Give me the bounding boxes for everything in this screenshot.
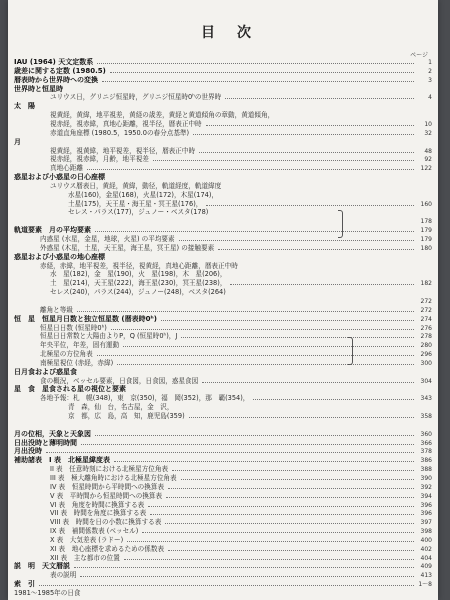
- toc-entry: [8, 324, 432, 333]
- leader-dots: [225, 98, 414, 99]
- toc-entry-title: 赤経，赤緯，地平視差，視半径，視黄経，真地心距離，暦表正中時: [40, 261, 238, 270]
- leader-dots: [39, 585, 414, 586]
- toc-entry: [8, 580, 432, 589]
- toc-entry: [8, 155, 432, 164]
- toc-entry-title: 恒星日日数 (恒星時0ʰ): [40, 323, 107, 332]
- toc-entry-page: 160: [420, 200, 432, 208]
- toc-entry-page: 404: [420, 554, 432, 562]
- toc-entry: [8, 545, 432, 554]
- toc-entry: [8, 456, 432, 465]
- toc-entry-title: 視赤経，視赤緯，真地心距離，視半径，暦表正中時: [50, 119, 202, 128]
- leader-dots: [230, 284, 414, 285]
- leader-dots: [127, 541, 414, 542]
- toc-entry: [8, 138, 432, 147]
- leader-dots: [81, 444, 414, 445]
- toc-entry: [8, 244, 432, 253]
- leader-dots: [124, 559, 414, 560]
- toc-entry-title: 水 星(182)，金 星(190)，火 星(198)，木 星(206)，: [50, 270, 227, 279]
- toc-entry: [8, 288, 432, 297]
- toc-entry: [8, 474, 432, 483]
- toc-entry: [8, 350, 432, 359]
- leader-dots: [206, 205, 414, 206]
- toc-entry: [8, 182, 432, 191]
- toc-entry-title: 1981～1985年の日食: [14, 589, 81, 597]
- toc-entry-title: 太 陽: [14, 102, 35, 111]
- toc-entry-title: IV 表 恒星時間から平時間への換算表: [50, 482, 165, 491]
- toc-entry-title: 惑星および小惑星の地心座標: [14, 252, 105, 261]
- toc-entry-title: 離角と等級: [40, 305, 73, 314]
- toc-entry: [8, 341, 432, 350]
- toc-entry: [8, 394, 432, 403]
- toc-entry: [8, 509, 432, 518]
- toc-entry-title: XII 表 主な都市の位置: [50, 553, 120, 562]
- toc-entry: [8, 332, 432, 341]
- leader-dots: [179, 240, 414, 241]
- toc-entry-page: 366: [420, 439, 432, 447]
- toc-entry-page: 180: [420, 244, 432, 252]
- toc-entry: [8, 571, 432, 580]
- leader-dots: [110, 72, 414, 73]
- toc-entry-title: 土星(175)，天王星・海王星・冥王星(176)，: [68, 199, 203, 208]
- leader-dots: [172, 470, 414, 471]
- leader-dots: [80, 576, 414, 577]
- toc-entry-title: VIII 表 時間を日の小数に換算する表: [50, 518, 162, 527]
- toc-entry-page: 272: [420, 306, 432, 314]
- toc-entry: [8, 315, 432, 324]
- toc-entry-title: 日月食および惑星食: [14, 367, 77, 376]
- toc-entry-page: 10: [424, 120, 432, 128]
- toc-entry: [8, 173, 432, 182]
- toc-entry-title: 表の説明: [50, 571, 77, 580]
- leader-dots: [181, 479, 414, 480]
- toc-entry-page: 390: [420, 474, 432, 482]
- toc-entry: [8, 439, 432, 448]
- toc-entry-page: 3: [428, 76, 432, 84]
- leader-dots: [123, 346, 414, 347]
- toc-entry: [8, 226, 432, 235]
- toc-entry-title: VI 表 角度を時間に換算する表: [50, 500, 145, 509]
- toc-entry-title: 水星(160)，金星(168)，火星(172)，木星(174)，: [68, 190, 219, 199]
- toc-entry: [8, 58, 432, 67]
- toc-entry-page: 386: [420, 457, 432, 465]
- toc-entry-page: 343: [420, 395, 432, 403]
- toc-entry-page: 400: [420, 536, 432, 544]
- leader-dots: [148, 506, 414, 507]
- toc-entry-title: 年央平位，年差，固有運動: [40, 341, 120, 350]
- toc-entry-title: 南極星視位 (赤経，赤緯): [40, 358, 114, 367]
- toc-entry-page: 413: [420, 572, 432, 580]
- toc-entry-page: 304: [420, 377, 432, 385]
- leader-dots: [189, 417, 414, 418]
- toc-entry: [8, 217, 432, 226]
- toc-entry-title: VII 表 時間を角度に換算する表: [50, 509, 147, 518]
- leader-dots: [77, 311, 414, 312]
- leader-dots: [181, 337, 414, 338]
- leader-dots: [74, 567, 414, 568]
- leader-dots: [117, 364, 414, 365]
- toc-entry-title: セレス(240)，パラス(244)，ジュノー(248)，ベスタ(264): [50, 288, 226, 297]
- toc-entry: [8, 85, 432, 94]
- leader-dots: [168, 488, 414, 489]
- toc-entry-title: ユリウス日，グリニジ恒星時，グリニジ恒星時0ʰの世界時: [50, 93, 222, 102]
- toc-entry-page: 179: [420, 236, 432, 243]
- toc-entry-page: 1: [428, 59, 432, 66]
- toc-entry-title: IX 表 補間係数表 (ベッセル): [50, 527, 139, 536]
- toc-entry: [8, 164, 432, 173]
- leader-dots: [97, 63, 414, 64]
- toc-entry-page: 358: [420, 413, 432, 420]
- toc-entry: [8, 191, 432, 200]
- toc-entry: [8, 102, 432, 111]
- toc-entry: [8, 465, 432, 474]
- toc-entry-title: 補助諸表 I 表 北極星緯度表: [14, 456, 111, 465]
- toc-entry-page: 296: [420, 351, 432, 359]
- toc-entry: [8, 385, 432, 394]
- leader-dots: [161, 320, 414, 321]
- toc-entry: [8, 120, 432, 129]
- toc-entry-page: 272: [420, 297, 432, 305]
- toc-entry-title: 青 森，仙 台，名古屋，金 沢，: [68, 403, 174, 412]
- toc-entry: [8, 200, 432, 209]
- toc-entry: [8, 430, 432, 439]
- toc-entry: [8, 589, 432, 598]
- leader-dots: [95, 435, 414, 436]
- leader-dots: [165, 523, 414, 524]
- toc-entry: [8, 501, 432, 510]
- toc-entry: [8, 536, 432, 545]
- toc-entry-title: 恒 星 恒星月日数と独立恒星数 (暦表時0ʰ): [14, 314, 157, 323]
- toc-entry: [8, 67, 432, 76]
- leader-dots: [168, 550, 414, 551]
- toc-entry-page: 278: [420, 333, 432, 341]
- toc-entry-page: 409: [420, 563, 432, 571]
- brace-heliocentric: [338, 210, 343, 238]
- toc-entry-page: 402: [420, 545, 432, 553]
- toc-entry-page: 274: [420, 315, 432, 323]
- toc-entry-page: 1～8: [418, 581, 432, 589]
- toc-entry-title: 恒星日日常数と大陽由よりP，Q (恒星時0ʰ)，J: [40, 332, 178, 341]
- leader-dots: [46, 452, 414, 453]
- leader-dots: [153, 160, 414, 161]
- toc-entry-page: 394: [420, 492, 432, 500]
- toc-entry-page: 360: [420, 430, 432, 438]
- leader-dots: [199, 152, 414, 153]
- toc-entry-title: 惑星および小惑星の日心座標: [14, 173, 105, 182]
- toc-entry-page: 276: [420, 324, 432, 332]
- toc-entry-title: 世界時と恒星時: [14, 84, 63, 93]
- toc-entry-title: 土 星(214)，天王星(222)，海王星(230)，冥王星(238)，: [50, 279, 227, 288]
- toc-entry-title: 各地予報：札 幌(348)，東 京(350)，福 岡(352)，那 覇(354)，: [40, 394, 250, 403]
- toc-entry-page: 122: [420, 165, 432, 173]
- toc-entry-title: IAU (1964) 天文定数系: [14, 58, 94, 66]
- book-page: [8, 0, 438, 600]
- leader-dots: [150, 514, 414, 515]
- toc-entry-title: X 表 大気差表 (ラドー): [50, 535, 124, 544]
- toc-entry-title: ユリウス暦表日，黄経，黄緯，動径，軌道経度，軌道緯度: [50, 181, 222, 190]
- page-column-label: ページ: [410, 52, 428, 59]
- toc-entry: [8, 412, 432, 421]
- toc-entry: [8, 297, 432, 306]
- toc-entry-page: 300: [420, 359, 432, 367]
- toc-entry-title: II 表 任意時刻における北極星方位角表: [50, 465, 169, 474]
- toc-entry-title: 月: [14, 137, 21, 146]
- toc-entry-title: 歳差に関する定数 (1980.5): [14, 66, 106, 75]
- leader-dots: [102, 81, 414, 82]
- toc-entry: [8, 447, 432, 456]
- toc-entry: [8, 93, 432, 102]
- leader-dots: [193, 134, 414, 135]
- toc-entry: [8, 527, 432, 536]
- toc-entry: [8, 147, 432, 156]
- toc-entry-title: 月の位相，天象と天象図: [14, 429, 91, 438]
- toc-entry-title: III 表 極大離角時における北極星方位角表: [50, 473, 177, 482]
- toc-entry-page: 396: [420, 501, 432, 509]
- toc-entry-title: 軌道要素 月の平均要素: [14, 226, 91, 235]
- toc-entry-title: 真地心距離: [50, 164, 83, 173]
- toc-entry-title: 暦表時から世界時への変換: [14, 75, 98, 84]
- toc-entry: [8, 208, 432, 217]
- toc-entry: [8, 111, 432, 120]
- toc-entry-title: 星 食 星食される星の視位と要素: [14, 385, 126, 394]
- toc-entry: [8, 377, 432, 386]
- toc-entry: [8, 279, 432, 288]
- toc-entry-title: 北極星の方位角表: [40, 350, 93, 359]
- toc-entry: [8, 421, 432, 430]
- toc-entry-page: 48: [424, 147, 432, 155]
- toc-entry: [8, 359, 432, 368]
- toc-entry-title: 京 都，広 島，高 知，鹿児島(359): [68, 412, 185, 420]
- toc-entry-title: 索 引: [14, 580, 35, 589]
- toc-entry-title: 月出没時: [14, 447, 42, 456]
- toc-entry-page: 378: [420, 448, 432, 456]
- toc-entry-title: 食の概況，ベッセル要素，日食図，日食図，惑星食図: [40, 376, 199, 385]
- toc-entry-page: 397: [420, 519, 432, 527]
- toc-entry-title: 説 明 天文暦説: [14, 562, 70, 571]
- toc-entry-page: 392: [420, 483, 432, 491]
- toc-entry: [8, 368, 432, 377]
- toc-entry-title: XI 表 地心座標を求めるための係数表: [50, 544, 165, 553]
- toc-entry: [8, 492, 432, 501]
- leader-dots: [142, 532, 414, 533]
- toc-entry: [8, 554, 432, 563]
- toc-entry-page: 32: [424, 129, 432, 137]
- toc-entry: [8, 306, 432, 315]
- toc-entry: [8, 262, 432, 271]
- toc-entry-title: 日出没時と薄明時間: [14, 438, 77, 447]
- toc-entry-page: 396: [420, 510, 432, 518]
- leader-dots: [218, 249, 414, 250]
- leader-dots: [253, 399, 414, 400]
- toc-entry: [8, 129, 432, 138]
- leader-dots: [97, 355, 414, 356]
- toc-entry-title: 外惑星 (木星，土星，天王星，海王星，冥王星) の接触要素: [40, 243, 215, 252]
- toc-entry: [8, 270, 432, 279]
- toc-entry-title: 視赤経，視赤緯，月齢，地平視差: [50, 155, 149, 164]
- toc-title: 目 次: [201, 25, 255, 41]
- toc-entry-title: V 表 平時間から恒星時間への換算表: [50, 491, 163, 500]
- toc-entry-page: 398: [420, 528, 432, 536]
- toc-entry-page: 92: [424, 156, 432, 164]
- leader-dots: [87, 169, 414, 170]
- leader-dots: [202, 382, 414, 383]
- toc-entry: [8, 403, 432, 412]
- toc-entry-title: 視黄経，視黄緯，地平視差，視半径，暦表正中時: [50, 146, 196, 155]
- toc-entry-page: 182: [420, 280, 432, 288]
- leader-dots: [166, 497, 414, 498]
- toc-entry: [8, 76, 432, 85]
- toc-entry-title: 視黄経，黄緯，地平視差，黄経の歳差，黄経と黄道傾角の章動，黄道傾角，: [50, 111, 275, 120]
- leader-dots: [95, 231, 414, 232]
- leader-dots: [114, 461, 414, 462]
- toc-entry-page: 388: [420, 466, 432, 474]
- toc-entry: [8, 235, 432, 244]
- toc-entry-page: 179: [420, 227, 432, 235]
- toc-entry: [8, 518, 432, 527]
- toc-entry-title: セレス・パラス(177)，ジュノー・ベスタ(178): [68, 208, 209, 217]
- brace-geocentric: [348, 337, 353, 365]
- toc-entry: [8, 253, 432, 262]
- toc-entry-page: 280: [420, 342, 432, 350]
- leader-dots: [206, 125, 414, 126]
- toc-entry-page: 2: [428, 67, 432, 75]
- toc-entry: [8, 562, 432, 571]
- leader-dots: [111, 329, 414, 330]
- toc-entry-page: 4: [428, 94, 432, 102]
- toc-entry-page: 178: [420, 218, 432, 226]
- toc-entry-title: 赤道直角座標 (1980.5，1950.0の春分点基準): [50, 128, 190, 137]
- toc-entry: [8, 483, 432, 492]
- toc-entry-title: 内惑星 (水星，金星，地球，火星) の平均要素: [40, 235, 175, 243]
